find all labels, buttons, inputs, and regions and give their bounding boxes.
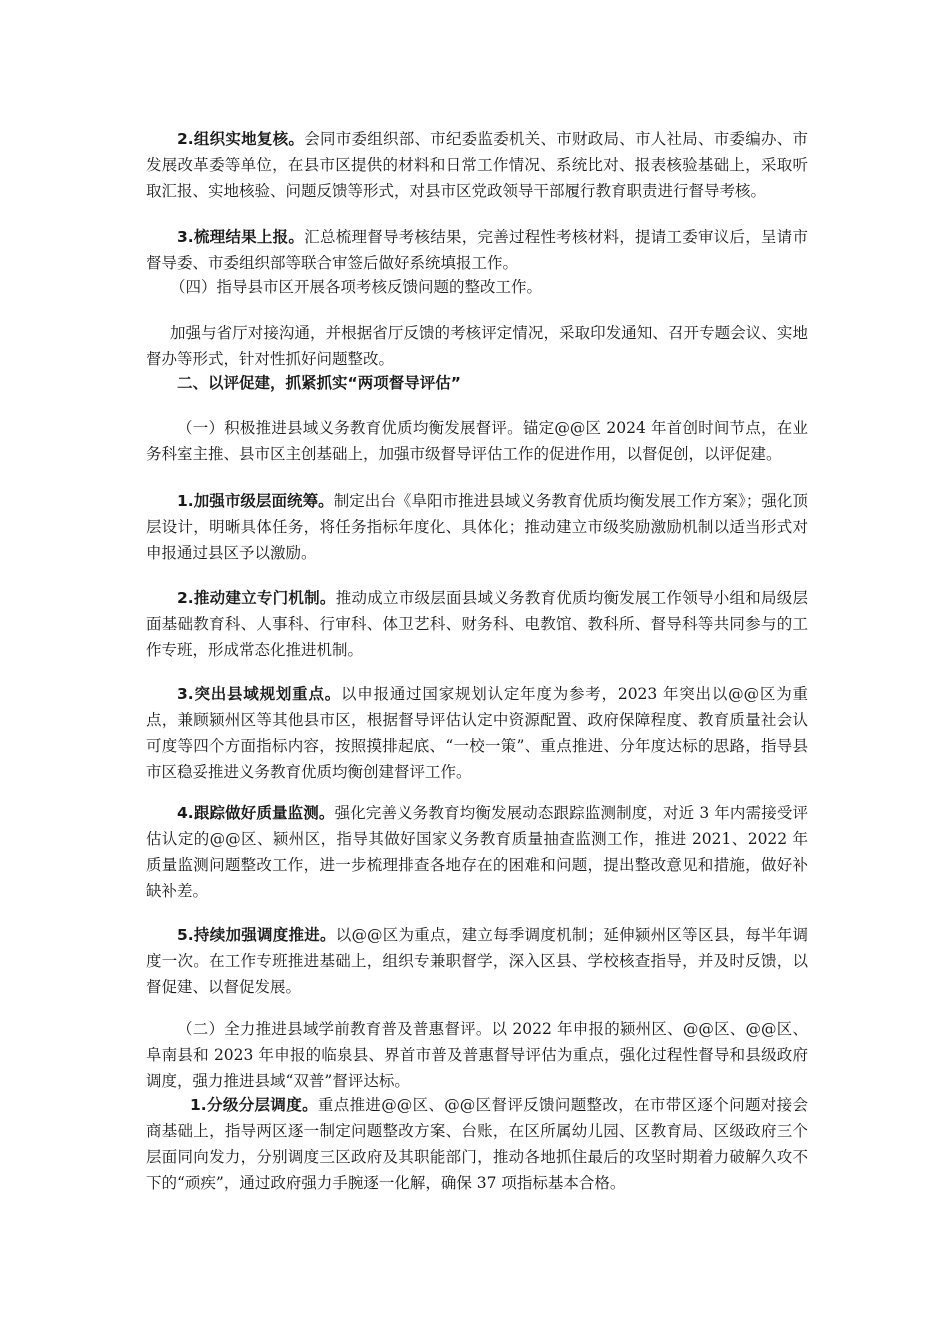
paragraph-text: 制定出台《阜阳市推进县域义务教育优质均衡发展工作方案》；强化顶层设计，明晰具体任务，将任务指标年度化、具体化；推动建立市级奖励激励机制以适当形式对申报通过县区予以激励。 (146, 492, 808, 562)
paragraph-text: （四）指导县市区开展各项考核反馈问题的整改工作。 (170, 278, 543, 296)
section-heading-two (146, 370, 808, 396)
paragraph-tiered-scheduling (146, 1092, 808, 1196)
paragraph-text: 重点推进@@区、@@区督评反馈问题整改，在市带区逐个问题对接会商基础上，指导两区逐一制定问题整改方案、台账，在区所属幼儿园、区教育局、区级政府三个层面同向发力，分别调度三区政府及其职能部门，推动各地抓住最后的攻坚时期着力破解久攻不下的“顽疾”，通过政府强力手腕逐一化解，确保 37 项指标基本合格。 (146, 1096, 808, 1192)
paragraph-text: 会同市委组织部、市纪委监委机关、市财政局、市人社局、市委编办、市发展改革委等单位，在县市区提供的材料和日常工作情况、系统比对、报表核验基础上，采取听取汇报、实地核验、问题反馈等形式，对县市区党政领导干部履行教育职责进行督导考核。 (146, 130, 808, 200)
paragraph-lead: 5.持续加强调度推进。 (177, 926, 336, 944)
paragraph-lead: 3.突出县域规划重点。 (177, 685, 342, 703)
paragraph-county-planning-focus (146, 681, 808, 785)
paragraph-scheduling-promotion (146, 922, 808, 1000)
paragraph-organize-onsite-review (146, 126, 808, 204)
paragraph-text: 汇总梳理督导考核结果，完善过程性考核材料，提请工委审议后，呈请市督导委、市委组织部等联合审签后做好系统填报工作。 (146, 228, 808, 272)
paragraph-text: 以@@区为重点，建立每季调度机制；延伸颍州区等区县，每半年调度一次。在工作专班推进基础上，组织专兼职督学，深入区县、学校核查指导，并及时反馈，以督促建、以督促发展。 (146, 926, 808, 996)
paragraph-lead: 4.跟踪做好质量监测。 (177, 804, 335, 822)
paragraph-preschool-evaluation (146, 1016, 808, 1094)
paragraph-text: 推动成立市级层面县域义务教育优质均衡发展工作领导小组和局级层面基础教育科、人事科、行审科、体卫艺科、财务科、电教馆、教科所、督导科等共同参与的工作专班，形成常态化推进机制。 (146, 589, 808, 659)
paragraph-text: 强化完善义务教育均衡发展动态跟踪监测制度，对近 3 年内需接受评估认定的@@区、颍州区，指导其做好国家义务教育质量抽查监测工作，推进 2021、2022 年质量监测问题整改工作，进一步梳理排查各地存在的困难和问题，提出整改意见和措施，做好补缺补差。 (146, 804, 808, 900)
paragraph-lead: 1.分级分层调度。 (190, 1096, 318, 1114)
paragraph-dedicated-mechanism (146, 585, 808, 663)
paragraph-rectification (146, 320, 808, 372)
paragraph-text: 加强与省厅对接沟通，并根据省厅反馈的考核评定情况，采取印发通知、召开专题会议、实地督办等形式，针对性抓好问题整改。 (146, 324, 808, 368)
paragraph-lead: 2.推动建立专门机制。 (177, 589, 336, 607)
paragraph-strengthen-coordination (146, 488, 808, 566)
paragraph-text: （二）全力推进县域学前教育普及普惠督评。以 2022 年申报的颍州区、@@区、@@区、阜南县和 2023 年申报的临泉县、界首市普及普惠督导评估为重点，强化过程性督导和县级政府调度，强力推进县域“双普”督评达标。 (146, 1020, 808, 1090)
paragraph-section-4-heading (146, 274, 808, 300)
paragraph-text: （一）积极推进县域义务教育优质均衡发展督评。锚定@@区 2024 年首创时间节点，在业务科室主推、县市区主创基础上，加强市级督导评估工作的促进作用，以督促创，以评促建。 (146, 419, 808, 463)
paragraph-lead: 3.梳理结果上报。 (177, 228, 305, 246)
paragraph-text: 以申报通过国家规划认定年度为参考，2023 年突出以@@区为重点，兼顾颍州区等其他县市区，根据督导评估认定中资源配置、政府保障程度、教育质量社会认可度等四个方面指标内容，按照摸排起底、“一校一策”、重点推进、分年度达标的思路，指导县市区稳妥推进义务教育优质均衡创建督评工作。 (146, 685, 808, 781)
paragraph-lead: 1.加强市级层面统筹。 (177, 492, 334, 510)
paragraph-lead: 2.组织实地复核。 (177, 130, 305, 148)
section-heading: 二、以评促建，抓紧抓实“两项督导评估” (177, 374, 461, 392)
paragraph-quality-monitoring (146, 800, 808, 904)
paragraph-compulsory-education-evaluation (146, 415, 808, 467)
paragraph-report-results (146, 224, 808, 276)
